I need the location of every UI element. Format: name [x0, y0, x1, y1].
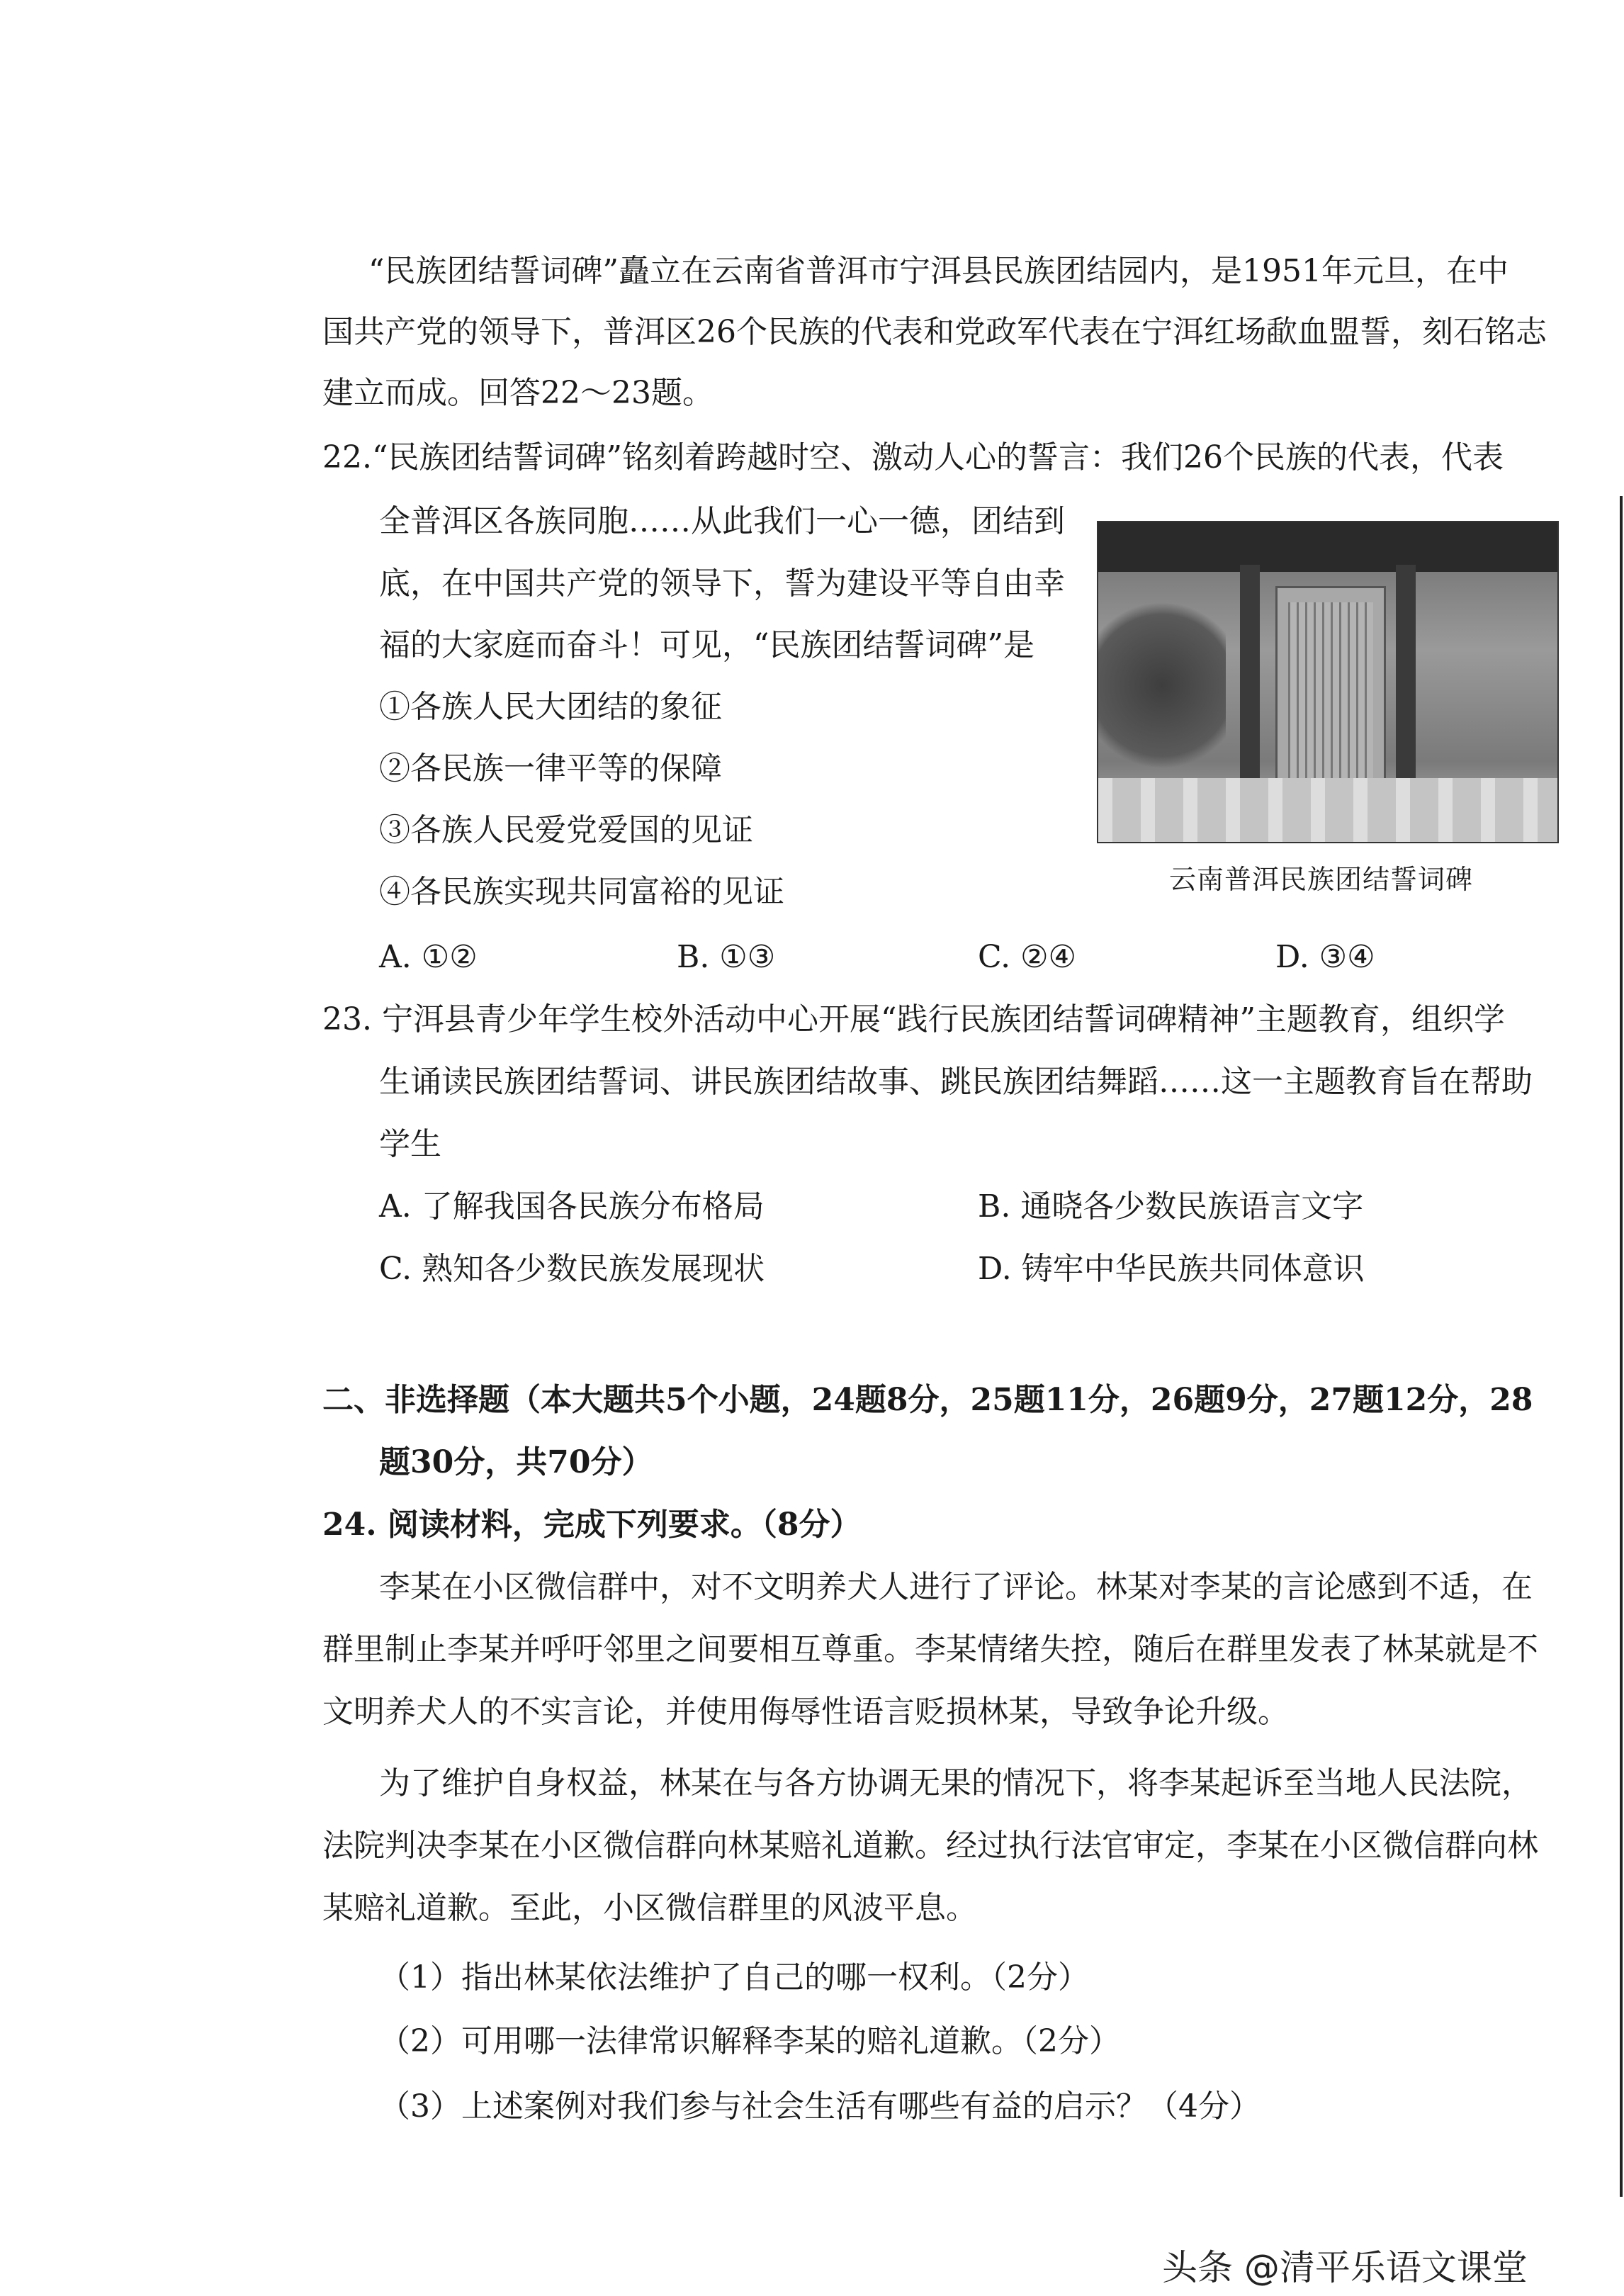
q23-option-c: C. 熟知各少数民族发展现状 — [379, 1251, 765, 1287]
q22-stem: 底，在中国共产党的领导下，誓为建设平等自由幸 — [379, 565, 1065, 602]
q23-stem: 学生 — [379, 1126, 441, 1162]
watermark: 头条 @清平乐语文课堂 — [1162, 2247, 1528, 2288]
q22-statement: ①各族人民大团结的象征 — [379, 689, 722, 725]
q23-option-a: A. 了解我国各民族分布格局 — [379, 1188, 765, 1225]
q24-material: 群里制止李某并呼吁邻里之间要相互尊重。李某情绪失控，随后在群里发表了林某就是不 — [322, 1631, 1538, 1667]
q22-statement: ④各民族实现共同富裕的见证 — [379, 874, 784, 910]
q22-statement: ③各族人民爱党爱国的见证 — [379, 812, 753, 848]
q24-material: 法院判决李某在小区微信群向林某赔礼道歉。经过执行法官审定，李某在小区微信群向林 — [322, 1828, 1538, 1864]
intro-line: 建立而成。回答22～23题。 — [322, 375, 714, 411]
q24-title: 24. 阅读材料，完成下列要求。（8分） — [322, 1507, 862, 1543]
q24-question: （3）上述案例对我们参与社会生活有哪些有益的启示？（4分） — [379, 2088, 1261, 2125]
photo-caption: 云南普洱民族团结誓词碑 — [1169, 864, 1474, 895]
section-heading: 二、非选择题（本大题共5个小题，24题8分，25题11分，26题9分，27题12分，28 — [322, 1382, 1533, 1418]
q24-question: （1）指出林某依法维护了自己的哪一权利。（2分） — [379, 1959, 1089, 1996]
q24-material: 文明养犬人的不实言论，并使用侮辱性语言贬损林某，导致争论升级。 — [322, 1694, 1289, 1730]
q24-question: （2）可用哪一法律常识解释李某的赔礼道歉。（2分） — [379, 2023, 1120, 2059]
q22-option-d: D. ③④ — [1275, 939, 1375, 975]
q22-option-c: C. ②④ — [978, 939, 1076, 975]
q22-stem: 22.“民族团结誓词碑”铭刻着跨越时空、激动人心的誓言：我们26个民族的代表，代表 — [322, 439, 1504, 475]
q23-stem: 生诵读民族团结誓词、讲民族团结故事、跳民族团结舞蹈……这一主题教育旨在帮助 — [379, 1064, 1533, 1100]
q22-stem: 福的大家庭而奋斗！可见，“民族团结誓词碑”是 — [379, 627, 1034, 663]
q22-stem: 全普洱区各族同胞……从此我们一心一德，团结到 — [379, 503, 1065, 539]
section-heading: 题30分，共70分） — [379, 1444, 653, 1480]
q22-option-b: B. ①③ — [677, 939, 776, 975]
q23-option-b: B. 通晓各少数民族语言文字 — [978, 1188, 1364, 1225]
q22-option-a: A. ①② — [379, 939, 478, 975]
intro-line: “民族团结誓词碑”矗立在云南省普洱市宁洱县民族团结园内，是1951年元旦，在中 — [368, 253, 1509, 289]
q23-option-d: D. 铸牢中华民族共同体意识 — [978, 1251, 1365, 1287]
intro-line: 国共产党的领导下，普洱区26个民族的代表和党政军代表在宁洱红场歃血盟誓，刻石铭志 — [322, 314, 1547, 350]
scan-edge — [1620, 496, 1623, 2197]
q24-material: 为了维护自身权益，林某在与各方协调无果的情况下，将李某起诉至当地人民法院， — [379, 1765, 1533, 1801]
q23-stem: 23. 宁洱县青少年学生校外活动中心开展“践行民族团结誓词碑精神”主题教育，组织学 — [322, 1001, 1505, 1037]
q24-material: 李某在小区微信群中，对不文明养犬人进行了评论。林某对李某的言论感到不适，在 — [379, 1569, 1533, 1605]
q24-material: 某赔礼道歉。至此，小区微信群里的风波平息。 — [322, 1890, 977, 1926]
monument-photo — [1097, 521, 1559, 843]
q22-statement: ②各民族一律平等的保障 — [379, 750, 722, 787]
